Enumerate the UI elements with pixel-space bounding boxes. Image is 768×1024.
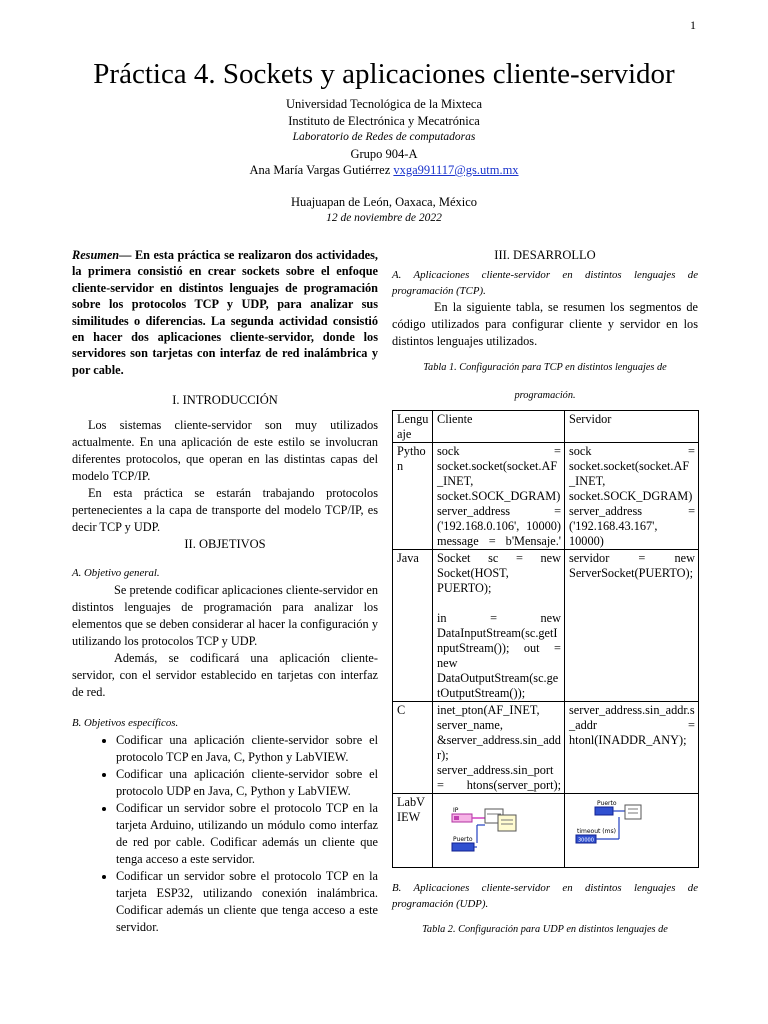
- author-line: [0, 162, 768, 179]
- table-cell-server: servidor = new ServerSocket(PUERTO);: [565, 550, 699, 702]
- general-objective-heading: A. Objetivo general.: [72, 567, 160, 580]
- table2-caption: Tabla 2. Configuración para UDP en distintos lenguajes de: [422, 924, 668, 935]
- labview-server-svg: [569, 795, 695, 865]
- general-objective-paragraph-2: Además, se codificará una aplicación cliente-servidor, con el servidor establecido en tarjetas con interfaz de red.: [72, 651, 378, 700]
- table-row: [393, 550, 699, 702]
- institute: Instituto de Electrónica y Mecatrónica: [288, 113, 480, 128]
- intro-heading: I. INTRODUCCIÓN: [172, 393, 278, 408]
- labview-timeout-label: timeout (ms): [577, 828, 616, 835]
- labview-client-diagram: [437, 795, 561, 867]
- location: Huajuapan de León, Oaxaca, México: [290, 194, 478, 209]
- tcp-subheading: A. Aplicaciones cliente-servidor en distintos lenguajes de programación (TCP).: [392, 269, 698, 297]
- client-code-1: Socket sc = new Socket(HOST, PUERTO);: [437, 551, 561, 595]
- intro-paragraph-1: Los sistemas cliente-servidor son muy utilizados actualmente. En una aplicación de este estilo se involucran diferentes protocolos, que operan en las distintas capas del modelo TCP/IP.: [72, 418, 378, 484]
- list-item: • Codificar un servidor sobre el protocolo TCP en la tarjeta ESP32, utilizando conexión inalámbrica. Codificar además un cliente que tenga acceso a este servidor.: [116, 868, 378, 936]
- author-block: [0, 96, 768, 227]
- general-objective-paragraph-1: Se pretende codificar aplicaciones cliente-servidor en distintos lenguajes de programación para analizar los elementos que se deben considerar al hacer la configuración y utilizando los protocolos TCP y UDP.: [72, 583, 378, 649]
- labview-port-label: Puerto: [597, 800, 617, 807]
- date: 12 de noviembre de 2022: [326, 212, 442, 224]
- labview-tcp-node: [498, 815, 516, 831]
- table-header-cell: Lenguaje: [393, 411, 433, 443]
- table-header-cell: Cliente: [433, 411, 565, 443]
- table-cell-client: sock = socket.socket(socket.AF_INET, socket.SOCK_DGRAM) server_address = ('192.168.0.106', 10000) message = b'Mensaje.': [433, 443, 565, 550]
- intro-paragraph-2: En esta práctica se estarán trabajando protocolos pertenecientes a la capa de transporte del modelo TCP/IP, es decir TCP y UDP.: [72, 486, 378, 535]
- labview-port-control: [452, 843, 474, 851]
- university: Universidad Tecnológica de la Mixteca: [285, 97, 483, 111]
- abstract: [72, 247, 378, 378]
- labview-server-diagram: [569, 795, 695, 867]
- labview-port-label: Puerto: [453, 836, 473, 843]
- table-cell-client: [433, 794, 565, 868]
- table-cell-language: Python: [393, 443, 433, 550]
- table-header-row: [393, 411, 699, 443]
- labview-client-svg: [437, 795, 561, 865]
- table-cell-server: [565, 794, 699, 868]
- objectives-heading: II. OBJETIVOS: [184, 537, 266, 552]
- client-code-2: in = new DataInputStream(sc.getInputStream()); out = new DataOutputStream(sc.getOutputStream());: [437, 611, 561, 700]
- lab-name: Laboratorio de Redes de computadoras: [292, 131, 476, 143]
- table-header-cell: Servidor: [565, 411, 699, 443]
- development-heading: III. DESARROLLO: [494, 248, 596, 262]
- table-cell-server: sock = socket.socket(socket.AF_INET, socket.SOCK_DGRAM)server_address = ('192.168.43.167', 10000): [565, 443, 699, 550]
- table-cell-server: server_address.sin_addr.s_addr = htonl(INADDR_ANY);: [565, 702, 699, 794]
- author-name: Ana María Vargas Gutiérrez: [249, 163, 391, 177]
- list-item: • Codificar una aplicación cliente-servidor sobre el protocolo UDP en Java, C, Python y LabVIEW.: [116, 766, 378, 800]
- table-cell-client: [433, 550, 565, 702]
- table1: [392, 410, 699, 868]
- left-column: [72, 247, 378, 936]
- abstract-text: — En esta práctica se realizaron dos actividades, la primera consistió en crear sockets sobre el enfoque cliente-servidor en distintos lenguajes de programación sobre los protocolos TCP y UDP, para analizar sus similitudes o diferencias. La segunda actividad consistió en hacer dos aplicaciones cliente-servidor, donde los servidores son tarjetas con interfaz de red inalámbrica y por cable.: [72, 248, 378, 377]
- table-cell-language: Java: [393, 550, 433, 702]
- table-cell-language: LabVIEW: [393, 794, 433, 868]
- table-row: [393, 794, 699, 868]
- group: Grupo 904-A: [350, 146, 418, 161]
- abstract-label: Resumen: [72, 248, 120, 262]
- table-cell-client: inet_pton(AF_INET, server_name, &server_address.sin_addr); server_address.sin_port = htons(server_port);: [433, 702, 565, 794]
- table-row: [393, 702, 699, 794]
- labview-tcp-listen-node: [625, 805, 641, 819]
- page-number: 1: [690, 18, 696, 32]
- specific-objectives-heading: B. Objetivos específicos.: [72, 717, 179, 730]
- udp-subheading: B. Aplicaciones cliente-servidor en distintos lenguajes de programación (UDP).: [392, 882, 698, 910]
- table-row: [393, 443, 699, 550]
- labview-ip-label: IP: [453, 807, 459, 814]
- list-item: • Codificar una aplicación cliente-servidor sobre el protocolo TCP en Java, C, Python y LabVIEW.: [116, 732, 378, 766]
- development-paragraph: En la siguiente tabla, se resumen los segmentos de código utilizados para configurar cliente y servidor en los distintos lenguajes utilizados.: [392, 300, 698, 348]
- list-item: • Codificar un servidor sobre el protocolo TCP en la tarjeta Arduino, utilizando un módulo como interfaz de red por cable. Codificar además un cliente que tenga acceso a este servidor.: [116, 800, 378, 868]
- table-cell-language: C: [393, 702, 433, 794]
- paper-title: Práctica 4. Sockets y aplicaciones cliente-servidor: [93, 58, 675, 90]
- specific-objectives-list: [72, 732, 378, 936]
- labview-port-control: [595, 807, 613, 815]
- right-column: [392, 247, 698, 938]
- table1-caption: Tabla 1. Configuración para TCP en distintos lenguajes de programación.: [423, 362, 667, 401]
- labview-timeout-value: 30000: [578, 837, 594, 844]
- author-email-link[interactable]: vxga991117@gs.utm.mx: [393, 163, 519, 177]
